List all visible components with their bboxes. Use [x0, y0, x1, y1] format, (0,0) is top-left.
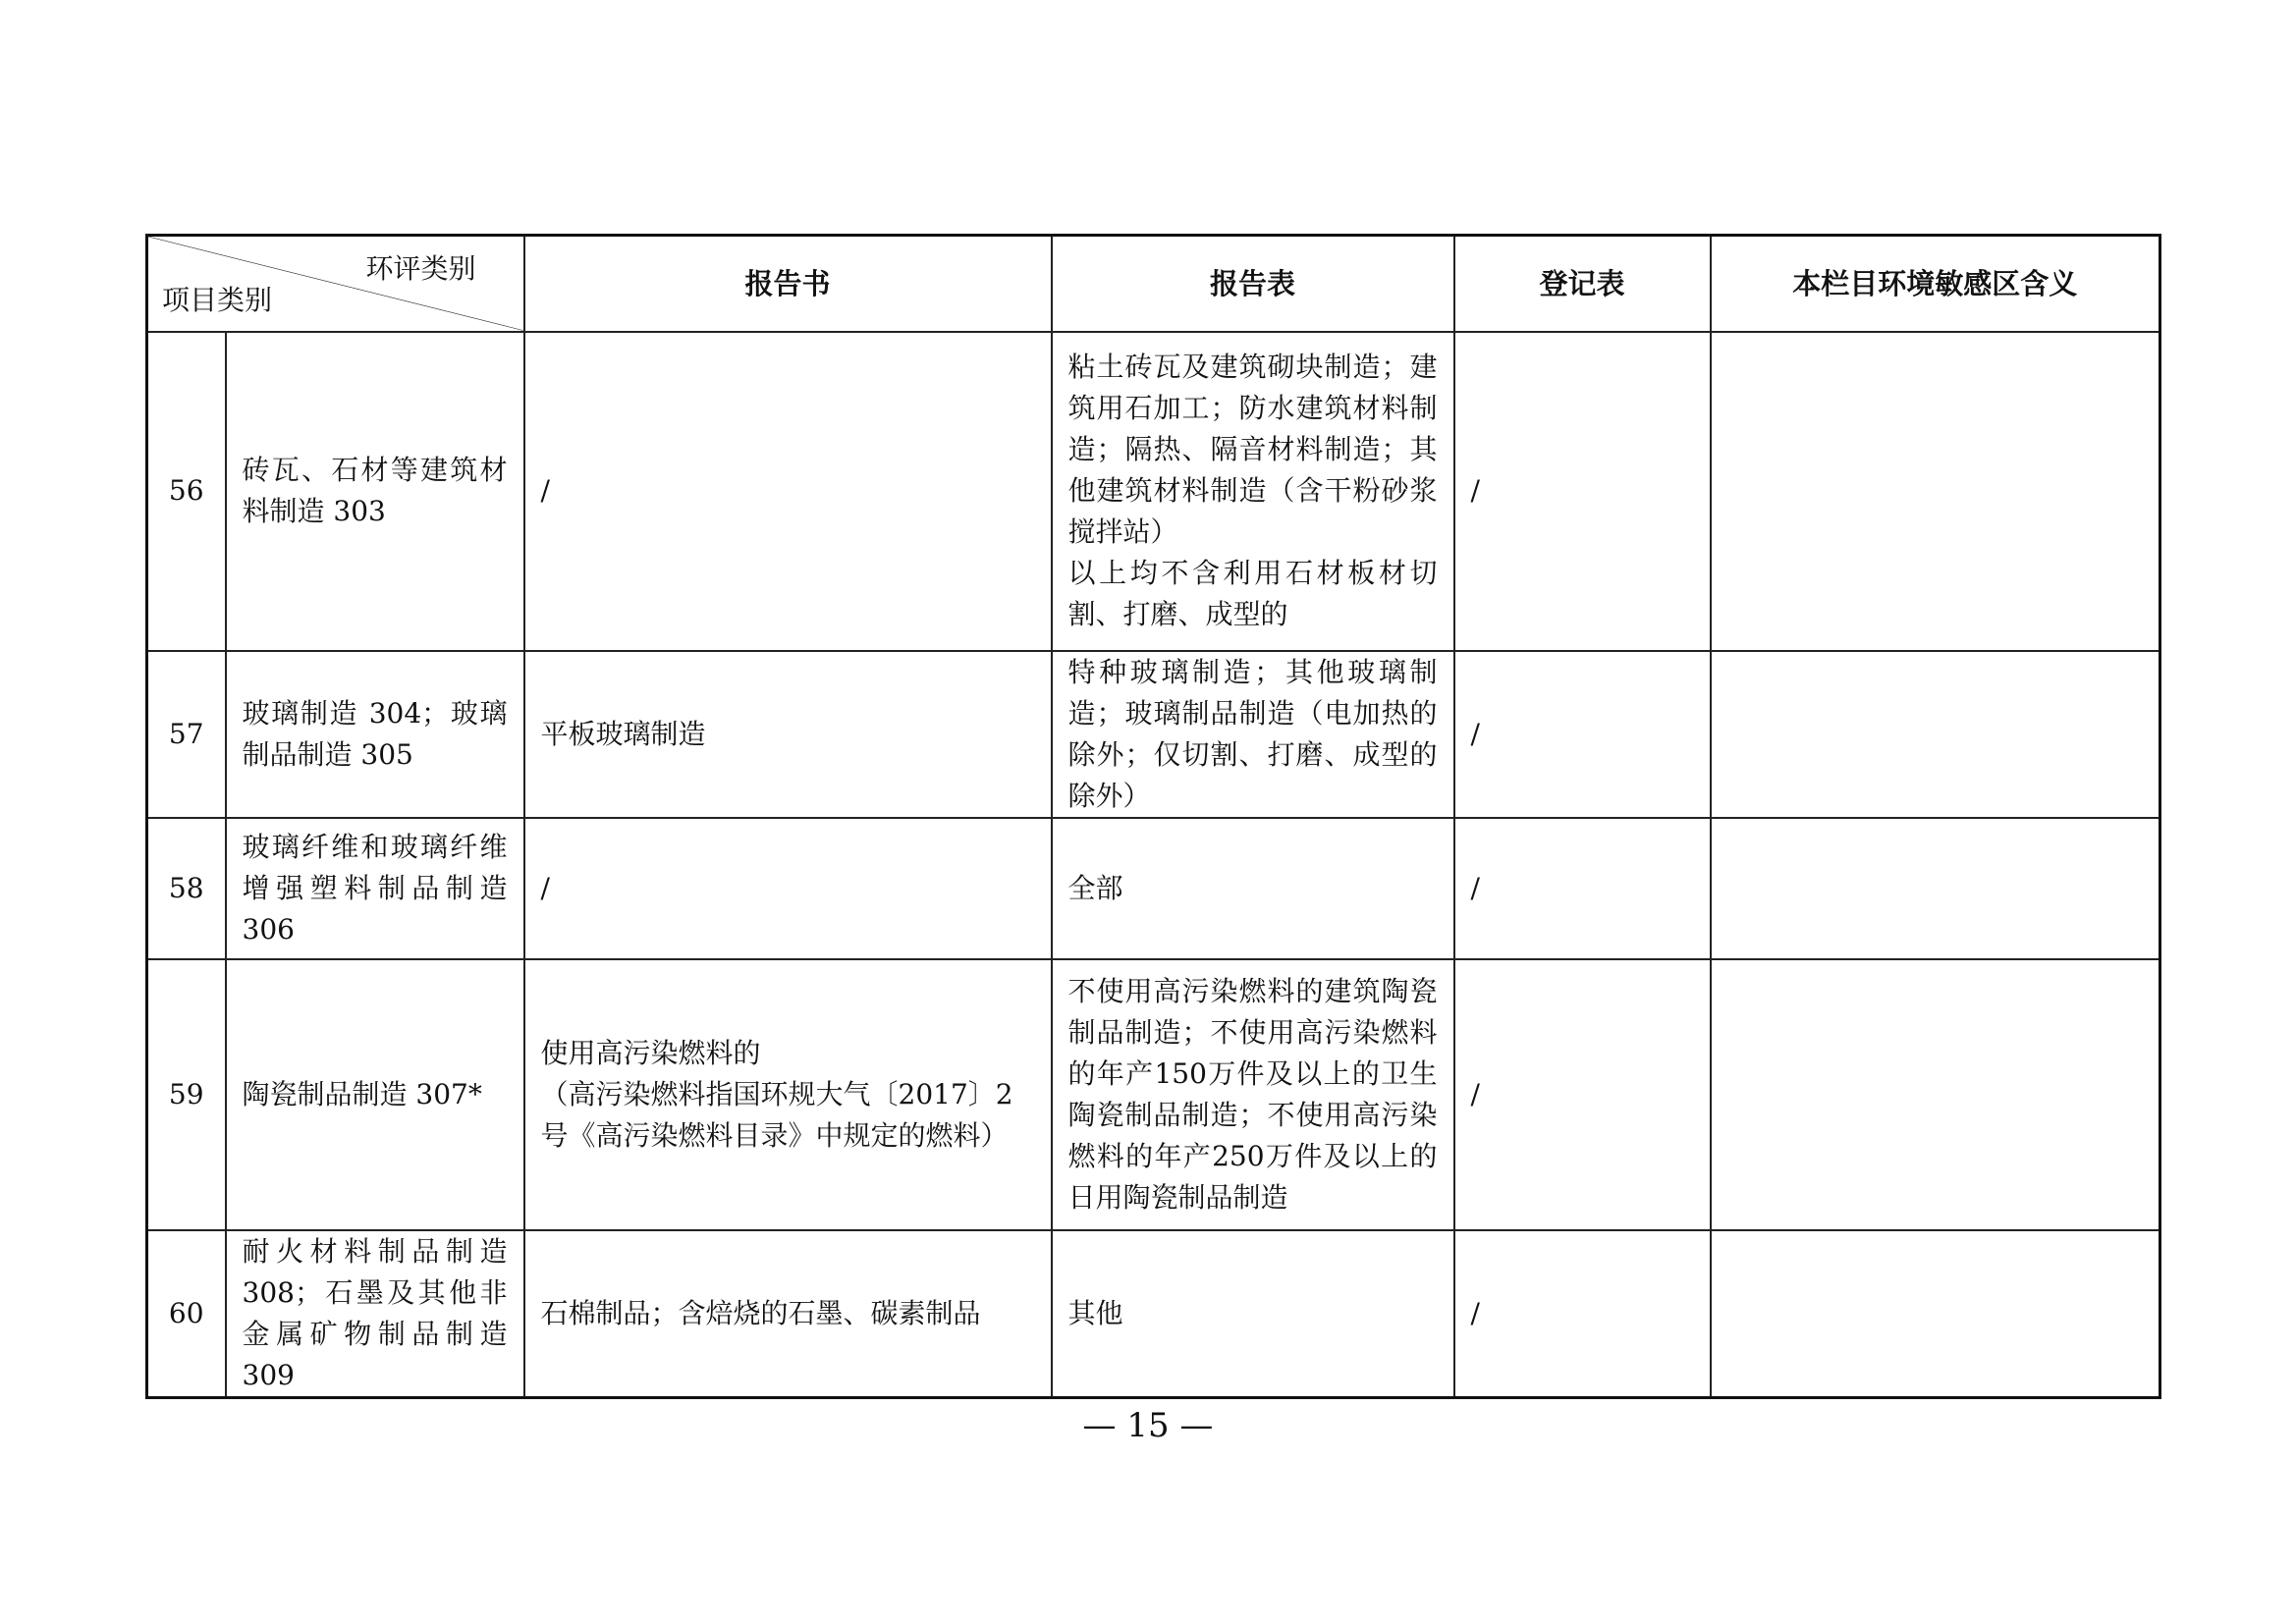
table-row: [147, 959, 2160, 1230]
project-category: 砖瓦、石材等建筑材料制造 303: [226, 332, 524, 651]
report-book-note: （高污染燃料指国环规大气〔2017〕2号《高污染燃料目录》中规定的燃料）: [540, 1077, 1013, 1152]
header-report-book: 报告书: [524, 236, 1052, 332]
report-table-note: 以上均不含利用石材板材切割、打磨、成型的: [1067, 557, 1438, 630]
report-table-text: 粘土砖瓦及建筑砌块制造；建筑用石加工；防水建筑材料制造；隔热、隔音材料制造；其他建筑材料制造（含干粉砂浆搅拌站）: [1067, 351, 1438, 548]
environmental-assessment-table: [145, 234, 2161, 1399]
report-table-cell: [1052, 332, 1454, 651]
report-table-cell: [1052, 651, 1454, 818]
register-cell: /: [1454, 651, 1711, 818]
header-register: 登记表: [1454, 236, 1711, 332]
register-cell: /: [1454, 818, 1711, 959]
sensitive-area-cell: [1711, 1230, 2160, 1398]
report-table-text: 特种玻璃制造；其他玻璃制造；玻璃制品制造（电加热的除外；仅切割、打磨、成型的除外）: [1067, 655, 1438, 812]
table-row: [147, 1230, 2160, 1398]
report-table-cell: [1052, 1230, 1454, 1398]
project-category: 玻璃制造 304；玻璃制品制造 305: [226, 651, 524, 818]
sensitive-area-cell: [1711, 651, 2160, 818]
project-category: 陶瓷制品制造 307*: [226, 959, 524, 1230]
report-book-cell: /: [524, 818, 1052, 959]
project-category: 玻璃纤维和玻璃纤维增强塑料制品制造306: [226, 818, 524, 959]
row-number: 57: [147, 651, 226, 818]
report-book-cell: 石棉制品；含焙烧的石墨、碳素制品: [524, 1230, 1052, 1398]
register-cell: /: [1454, 332, 1711, 651]
report-table-text: 全部: [1067, 871, 1123, 904]
header-assessment-type: 环评类别: [365, 252, 476, 285]
sensitive-area-cell: [1711, 959, 2160, 1230]
register-cell: /: [1454, 1230, 1711, 1398]
report-book-cell: /: [524, 332, 1052, 651]
diagonal-header-cell: [147, 236, 524, 332]
report-table-cell: [1052, 959, 1454, 1230]
report-book-text: 使用高污染燃料的: [540, 1036, 761, 1069]
report-table-text: 不使用高污染燃料的建筑陶瓷制品制造；不使用高污染燃料的年产150万件及以上的卫生陶瓷制品制造；不使用高污染燃料的年产250万件及以上的日用陶瓷制品制造: [1067, 974, 1438, 1214]
report-book-cell: [524, 959, 1052, 1230]
row-number: 60: [147, 1230, 226, 1398]
report-table-text: 其他: [1067, 1296, 1123, 1329]
header-report-table: 报告表: [1052, 236, 1454, 332]
project-category: 耐火材料制品制造308；石墨及其他非金属矿物制品制造 309: [226, 1230, 524, 1398]
table-header-row: [147, 236, 2160, 332]
table-row: [147, 332, 2160, 651]
header-sensitive-area: 本栏目环境敏感区含义: [1711, 236, 2160, 332]
row-number: 58: [147, 818, 226, 959]
header-project-type: 项目类别: [162, 283, 273, 316]
table-row: [147, 818, 2160, 959]
register-cell: /: [1454, 959, 1711, 1230]
sensitive-area-cell: [1711, 332, 2160, 651]
sensitive-area-cell: [1711, 818, 2160, 959]
page-number: — 15 —: [1082, 1406, 1214, 1445]
report-table-cell: [1052, 818, 1454, 959]
row-number: 59: [147, 959, 226, 1230]
report-book-cell: 平板玻璃制造: [524, 651, 1052, 818]
row-number: 56: [147, 332, 226, 651]
table-row: [147, 651, 2160, 818]
